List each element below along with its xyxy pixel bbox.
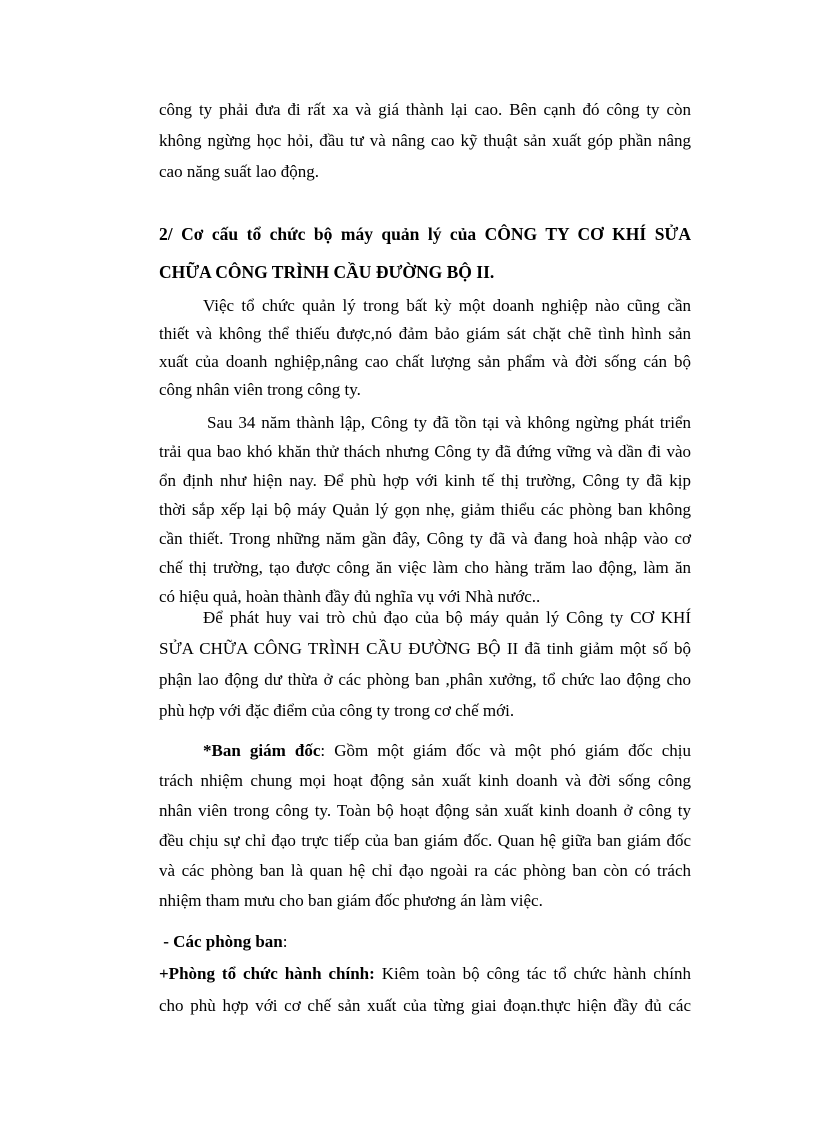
text-line — [159, 958, 691, 990]
text-line: đều chịu sự chỉ đạo trực tiếp của ban giám đốc. Quan hệ giữa ban giám đốc — [159, 831, 691, 850]
text-line: và các phòng ban là quan hệ chỉ đạo ngoài ra các phòng ban còn có trách — [159, 861, 691, 880]
text-line: cao năng suất lao động. — [159, 162, 320, 181]
text-line: công nhân viên trong công ty. — [159, 380, 361, 399]
text-line: thời sắp xếp lại bộ máy Quản lý gọn nhẹ, giảm thiểu các phòng ban không — [159, 500, 691, 519]
paragraph-restructure — [159, 602, 691, 726]
text-line: nhiệm tham mưu cho ban giám đốc phương án làm việc. — [159, 891, 543, 910]
paragraph-admin-department — [159, 958, 691, 1022]
text-line: xuất của doanh nghiệp,nâng cao chất lượng sản phẩm và đời sống cán bộ — [159, 352, 691, 371]
paragraph-board-of-directors — [159, 736, 691, 916]
text-line: thiết và không thể thiếu được,nó đảm bảo giám sát chặt chẽ tình hình sản — [159, 324, 691, 343]
departments-colon: : — [282, 932, 288, 951]
text-line: cần thiết. Trong những năm gần đây, Công ty đã và đang hoà nhập vào cơ — [159, 529, 691, 548]
text-line: phận lao động dư thừa ở các phòng ban ,phân xưởng, tổ chức lao động cho — [159, 670, 691, 689]
heading-line: 2/ Cơ cấu tổ chức bộ máy quản lý của CÔNG TY CƠ KHÍ SỬA — [159, 224, 691, 244]
text-line: trách nhiệm chung mọi hoạt động sản xuất kinh doanh và đời sống công — [159, 771, 691, 790]
text-line — [159, 736, 691, 766]
text-line — [159, 928, 691, 956]
text-line: Việc tổ chức quản lý trong bất kỳ một doanh nghiệp nào cũng cần — [203, 296, 691, 315]
intro-paragraph — [159, 94, 691, 187]
section-heading — [159, 215, 691, 291]
text-line: Để phát huy vai trò chủ đạo của bộ máy quản lý Công ty CƠ KHÍ — [203, 608, 691, 627]
text-line: SỬA CHỮA CÔNG TRÌNH CẦU ĐƯỜNG BỘ II đã tinh giảm một số bộ — [159, 639, 691, 658]
text-line: chế thị trường, tạo được công ăn việc làm cho hàng trăm lao động, làm ăn — [159, 558, 691, 577]
paragraph-history — [159, 408, 691, 611]
text-line: nhân viên trong công ty. Toàn bộ hoạt động sản xuất kinh doanh ở công ty — [159, 801, 691, 820]
paragraph-management — [159, 292, 691, 404]
text-line: cho phù hợp với cơ chế sản xuất của từng giai đoạn.thực hiện đầy đủ các — [159, 996, 691, 1015]
text-line: Sau 34 năm thành lập, Công ty đã tồn tại và không ngừng phát triển — [207, 413, 691, 432]
admin-dept-description: Kiêm toàn bộ công tác tổ chức hành chính — [374, 964, 691, 983]
departments-label: - Các phòng ban — [159, 932, 283, 951]
board-label: *Ban giám đốc — [203, 741, 321, 760]
text-line: không ngừng học hỏi, đầu tư và nâng cao kỹ thuật sản xuất góp phần nâng — [159, 131, 691, 150]
text-line: ổn định như hiện nay. Để phù hợp với kinh tế thị trường, Công ty đã kịp — [159, 471, 691, 490]
heading-line: CHỮA CÔNG TRÌNH CẦU ĐƯỜNG BỘ II. — [159, 262, 495, 282]
text-line: phù hợp với đặc điểm của công ty trong cơ chế mới. — [159, 701, 515, 720]
text-line: công ty phải đưa đi rất xa và giá thành lại cao. Bên cạnh đó công ty còn — [159, 100, 691, 119]
admin-dept-label: +Phòng tổ chức hành chính: — [159, 964, 375, 983]
text-line: trải qua bao khó khăn thử thách nhưng Công ty đã đứng vững và dần đi vào — [159, 442, 691, 461]
board-description: : Gồm một giám đốc và một phó giám đốc chịu — [320, 741, 691, 760]
text-line: có hiệu quả, hoàn thành đầy đủ nghĩa vụ với Nhà nước.. — [159, 587, 541, 606]
paragraph-departments — [159, 928, 691, 956]
